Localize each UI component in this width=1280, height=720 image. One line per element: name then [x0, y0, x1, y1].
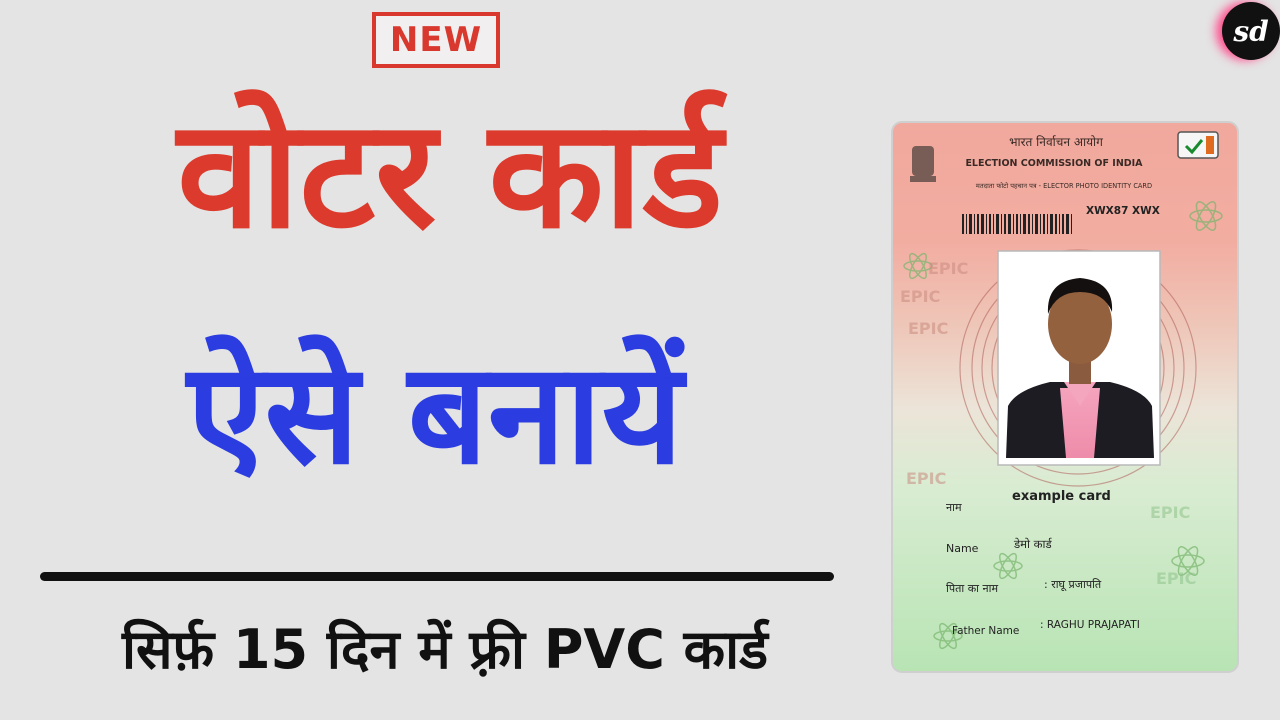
epic-watermark: EPIC: [906, 469, 947, 488]
headline-line-2: ऐसे बनायें: [187, 333, 683, 496]
father-value-hindi: : राघू प्रजापति: [1044, 578, 1102, 591]
father-label: Father Name: [952, 625, 1020, 637]
barcode: [962, 214, 1072, 234]
epic-watermark: EPIC: [1150, 503, 1191, 522]
channel-logo[interactable]: [1210, 0, 1280, 64]
channel-logo-text: sd: [1222, 2, 1280, 60]
subtitle: सिर्फ़ 15 दिन में फ़्री PVC कार्ड: [122, 618, 768, 681]
card-type: मतदाता फोटो पहचान पत्र - ELECTOR PHOTO IDENTITY CARD: [975, 182, 1153, 190]
name-label: Name: [946, 542, 979, 555]
epic-watermark: EPIC: [928, 259, 969, 278]
divider: [40, 572, 834, 581]
father-value: : RAGHU PRAJAPATI: [1040, 619, 1140, 631]
epic-number: XWX87 XWX: [1086, 205, 1160, 217]
name-label-hindi: नाम: [946, 501, 962, 514]
ballot-icon: [1178, 132, 1218, 158]
card-photo: [998, 251, 1160, 465]
epic-watermark: EPIC: [900, 287, 941, 306]
voter-id-card: [888, 106, 1248, 676]
voter-id-card-graphic: [888, 106, 1248, 676]
epic-watermark: EPIC: [1156, 569, 1197, 588]
card-org-hindi: भारत निर्वाचन आयोग: [1009, 135, 1103, 149]
card-org-english: ELECTION COMMISSION OF INDIA: [965, 158, 1143, 169]
headline-line-1: वोटर कार्ड: [177, 88, 723, 262]
example-card-note: example card: [1012, 489, 1111, 504]
new-badge: NEW: [372, 12, 500, 68]
name-value: डेमो कार्ड: [1014, 537, 1052, 551]
epic-watermark: EPIC: [908, 319, 949, 338]
national-emblem-icon: [910, 146, 936, 182]
father-label-hindi: पिता का नाम: [946, 582, 999, 595]
